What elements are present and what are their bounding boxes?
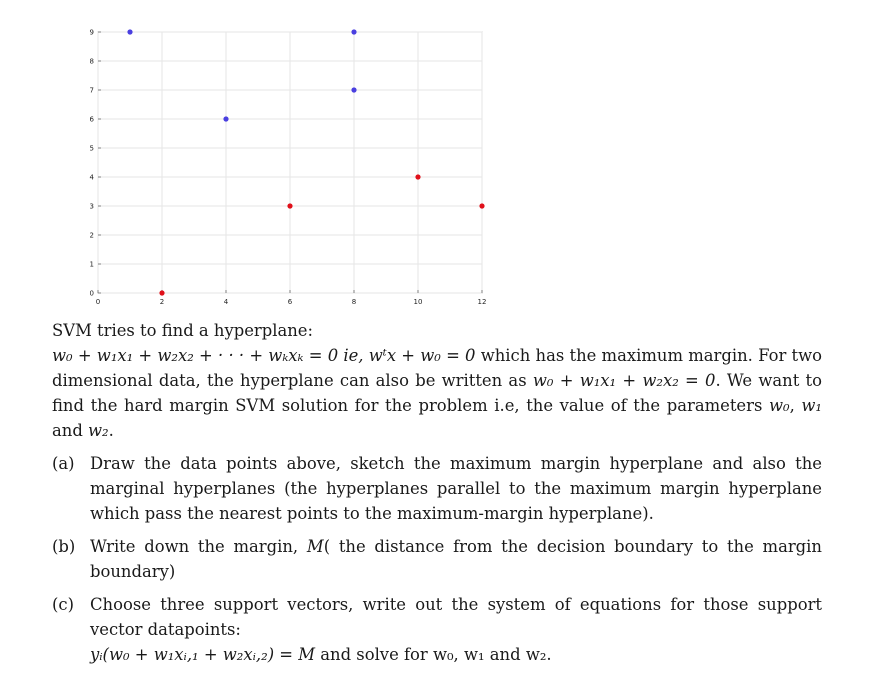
y-tick-label: 6	[89, 115, 94, 124]
y-tick-label: 4	[89, 173, 94, 182]
item-text: Draw the data points above, sketch the maximum margin hyperplane and also the marginal hyperplanes (the hyperplanes parallel to the maximum margin hyperplane which pass the nearest points to the maximum-margin hyperplane).	[90, 454, 822, 523]
margin-symbol: M	[306, 537, 324, 556]
item-label: (c)	[52, 595, 74, 614]
x-tick-label: 8	[351, 298, 357, 306]
y-tick-label: 8	[89, 57, 94, 66]
question-c	[52, 592, 822, 667]
item-b-post: ( the distance from the decision boundary to the margin boundary)	[90, 537, 822, 581]
data-point	[479, 203, 484, 208]
data-point	[415, 174, 420, 179]
item-c-tail: and solve for w₀, w₁ and w₂.	[315, 645, 552, 664]
data-point	[159, 290, 164, 295]
problem-statement	[52, 318, 822, 443]
item-label: (a)	[52, 454, 75, 473]
item-b-pre: Write down the margin,	[90, 537, 307, 556]
question-a	[52, 451, 822, 526]
hyperplane-equation: w₀ + w₁x₁ + w₂x₂ + · · · + wₖxₖ = 0 ie, wᵗx + w₀ = 0	[52, 346, 476, 365]
and-text: and	[52, 421, 89, 440]
want-text: . We want to find the hard margin SVM solution for the problem i.e, the value of the parameters	[52, 371, 823, 415]
data-point	[351, 87, 356, 92]
item-c-text: Choose three support vectors, write out the system of equations for those support vector datapoints:	[90, 595, 822, 639]
y-tick-label: 0	[89, 289, 94, 298]
x-tick-label: 2	[159, 298, 165, 306]
y-tick-label: 5	[89, 144, 94, 153]
data-point	[287, 203, 292, 208]
x-tick-label: 4	[223, 298, 229, 306]
problem-text	[52, 318, 822, 675]
param-w1: w₁	[801, 396, 822, 415]
y-tick-label: 9	[89, 28, 94, 37]
scatter-chart	[0, 0, 500, 315]
period-text: .	[108, 421, 114, 440]
y-tick-label: 3	[89, 202, 94, 211]
item-label: (b)	[52, 537, 76, 556]
intro-text: SVM tries to find a hyperplane:	[52, 321, 314, 340]
x-tick-label: 6	[287, 298, 293, 306]
y-tick-label: 1	[89, 260, 94, 269]
data-point	[351, 29, 356, 34]
data-point	[223, 116, 228, 121]
y-tick-label: 7	[89, 86, 94, 95]
x-tick-label: 12	[477, 298, 487, 306]
question-items	[52, 451, 822, 667]
y-tick-label: 2	[89, 231, 94, 240]
x-tick-label: 0	[95, 298, 101, 306]
support-vector-equation: yᵢ(w₀ + w₁xᵢ,₁ + w₂xᵢ,₂) = M	[90, 645, 316, 664]
eq-tail-text: which has the maximum margin. For two dimensional data, the hyperplane can also be written as	[52, 346, 822, 390]
sep-text: ,	[789, 396, 802, 415]
x-tick-label: 10	[413, 298, 423, 306]
item-text	[90, 592, 822, 667]
data-point	[127, 29, 132, 34]
param-w0: w₀	[768, 396, 790, 415]
item-text	[90, 534, 822, 584]
hyperplane-2d-equation: w₀ + w₁x₁ + w₂x₂ = 0	[532, 371, 716, 390]
question-b	[52, 534, 822, 584]
param-w2: w₂	[88, 421, 109, 440]
